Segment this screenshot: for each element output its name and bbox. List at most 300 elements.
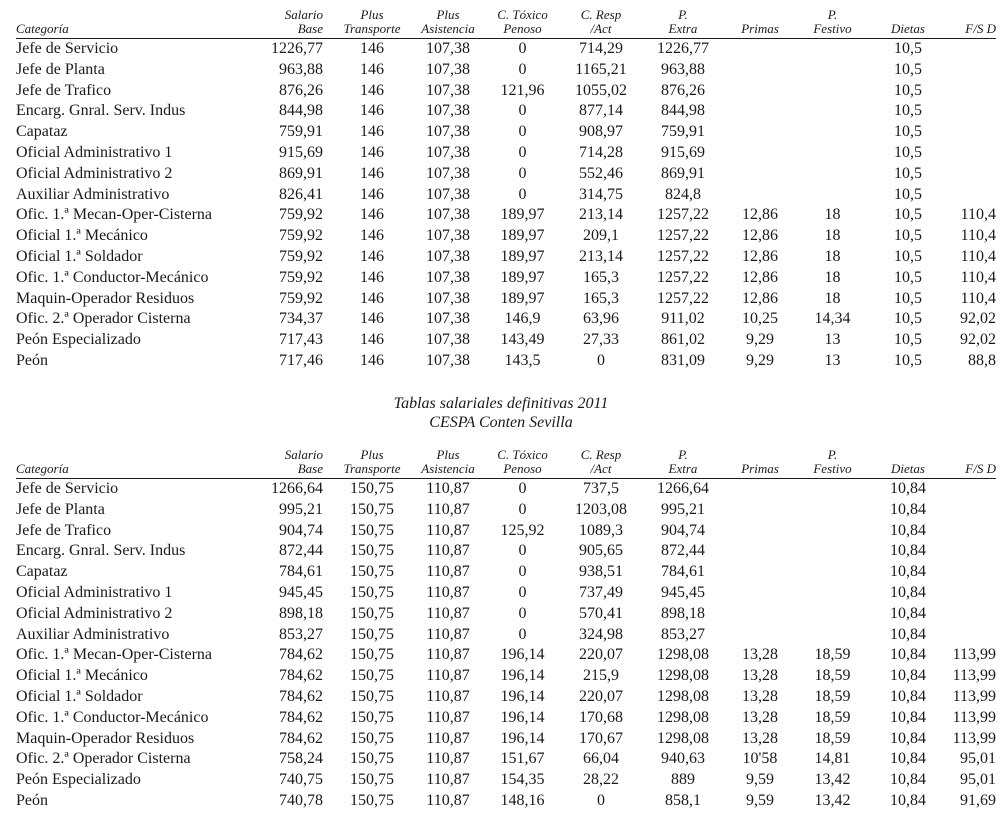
cell-p-extra: 1298,08 xyxy=(657,729,709,747)
header-categoria: Categoría xyxy=(16,8,241,39)
cell-plus-transporte: 150,75 xyxy=(350,480,394,497)
cell-dietas: 10,5 xyxy=(894,227,922,245)
cell-salario-base: 963,88 xyxy=(279,60,323,78)
cell-resp-act: 0 xyxy=(597,351,605,369)
cell-resp-act: 63,96 xyxy=(583,310,619,328)
cell-salario-base: 740,75 xyxy=(279,771,323,789)
cell-plus-transporte: 150,75 xyxy=(350,563,394,581)
cell-fsd: 113,99 xyxy=(952,687,996,705)
cell-toxico-penoso: 196,14 xyxy=(500,646,545,664)
cell-resp-act: 737,49 xyxy=(579,583,623,601)
cell-dietas: 10,84 xyxy=(890,625,926,643)
cell-salario-base: 844,98 xyxy=(279,102,323,120)
cell-toxico-penoso: 189,97 xyxy=(500,268,545,286)
cell-p-festivo: 18,59 xyxy=(814,687,851,705)
cell-resp-act: 27,33 xyxy=(583,331,619,349)
cell-categoria: Oficial 1.ª Soldador xyxy=(16,687,143,705)
caption-company: CESPA Conten Sevilla xyxy=(429,414,573,431)
cell-primas: 10'58 xyxy=(742,750,778,768)
cell-salario-base: 784,61 xyxy=(279,563,323,581)
cell-plus-transporte: 150,75 xyxy=(350,791,394,809)
cell-plus-asistencia: 110,87 xyxy=(426,542,470,560)
cell-fsd: 95,01 xyxy=(960,750,996,768)
cell-toxico-penoso: 196,14 xyxy=(500,667,545,685)
cell-p-festivo xyxy=(796,625,869,646)
header-fsd: F/S D xyxy=(947,8,996,39)
cell-toxico-penoso: 189,97 xyxy=(500,227,545,245)
cell-toxico-penoso: 0 xyxy=(518,563,527,581)
cell-dietas: 10,84 xyxy=(890,729,926,747)
cell-categoria: Capataz xyxy=(16,123,68,141)
cell-p-festivo: 13 xyxy=(824,331,841,349)
cell-plus-transporte: 146 xyxy=(360,351,384,369)
cell-fsd xyxy=(947,604,996,625)
cell-primas xyxy=(724,604,796,625)
table-row xyxy=(16,666,996,687)
cell-resp-act: 570,41 xyxy=(579,604,623,622)
cell-categoria: Ofic. 2.ª Operador Cisterna xyxy=(16,310,191,328)
table-body xyxy=(16,39,996,372)
cell-toxico-penoso: 0 xyxy=(518,625,527,643)
cell-primas: 9,59 xyxy=(746,791,774,809)
cell-categoria: Auxiliar Administrativo xyxy=(16,185,170,203)
cell-p-festivo xyxy=(796,60,869,81)
cell-plus-transporte: 150,75 xyxy=(350,750,394,768)
header-p-festivo: P. Festivo xyxy=(796,448,869,479)
cell-salario-base: 1226,77 xyxy=(271,40,323,57)
cell-plus-asistencia: 110,87 xyxy=(426,500,470,518)
cell-salario-base: 872,44 xyxy=(279,542,323,560)
cell-resp-act: 220,07 xyxy=(579,687,623,705)
cell-categoria: Jefe de Planta xyxy=(16,500,105,518)
cell-salario-base: 853,27 xyxy=(279,625,323,643)
cell-plus-asistencia: 107,38 xyxy=(426,164,470,182)
cell-dietas: 10,5 xyxy=(894,81,922,99)
cell-p-festivo xyxy=(796,541,869,562)
cell-salario-base: 758,24 xyxy=(279,750,323,768)
cell-fsd xyxy=(947,122,996,143)
cell-categoria: Ofic. 1.ª Mecan-Oper-Cisterna xyxy=(16,206,213,224)
header-toxico-penoso: C. Tóxico Penoso xyxy=(485,448,560,479)
cell-p-festivo: 18,59 xyxy=(814,667,851,685)
cell-p-extra: 995,21 xyxy=(661,500,705,518)
cell-plus-transporte: 146 xyxy=(360,206,384,224)
cell-dietas: 10,5 xyxy=(894,289,922,307)
cell-dietas: 10,84 xyxy=(890,667,926,685)
cell-p-festivo xyxy=(796,164,869,185)
table-row xyxy=(16,205,996,226)
cell-plus-transporte: 146 xyxy=(360,81,384,99)
cell-plus-asistencia: 110,87 xyxy=(426,480,470,497)
cell-fsd xyxy=(947,500,996,521)
cell-toxico-penoso: 0 xyxy=(518,583,527,601)
cell-dietas: 10,5 xyxy=(894,123,922,141)
cell-primas xyxy=(724,583,796,604)
cell-resp-act: 314,75 xyxy=(579,185,623,203)
cell-dietas: 10,84 xyxy=(890,542,926,560)
cell-dietas: 10,84 xyxy=(890,521,926,539)
cell-resp-act: 714,29 xyxy=(579,40,623,57)
cell-plus-asistencia: 107,38 xyxy=(426,247,470,265)
cell-primas xyxy=(724,500,796,521)
cell-p-extra: 1298,08 xyxy=(657,667,709,685)
cell-toxico-penoso: 151,67 xyxy=(500,750,545,768)
cell-plus-asistencia: 107,38 xyxy=(426,102,470,120)
cell-p-extra: 844,98 xyxy=(661,102,705,120)
cell-p-festivo xyxy=(796,562,869,583)
cell-p-extra: 872,44 xyxy=(661,542,705,560)
cell-resp-act: 324,98 xyxy=(579,625,623,643)
cell-p-extra: 904,74 xyxy=(661,521,705,539)
cell-p-festivo xyxy=(796,500,869,521)
table-row xyxy=(16,101,996,122)
cell-fsd xyxy=(947,583,996,604)
cell-p-festivo: 18 xyxy=(824,268,841,286)
cell-plus-transporte: 150,75 xyxy=(350,729,394,747)
cell-plus-asistencia: 110,87 xyxy=(426,604,470,622)
table-row xyxy=(16,625,996,646)
cell-toxico-penoso: 0 xyxy=(518,164,527,182)
cell-fsd xyxy=(947,164,996,185)
cell-p-extra: 853,27 xyxy=(661,625,705,643)
cell-primas: 13,28 xyxy=(742,708,778,726)
cell-categoria: Jefe de Trafico xyxy=(16,521,112,539)
header-plus-asistencia: Plus Asistencia xyxy=(411,8,485,39)
cell-p-festivo: 18 xyxy=(824,206,841,224)
cell-categoria: Capataz xyxy=(16,563,68,581)
cell-primas: 13,28 xyxy=(742,687,778,705)
cell-plus-asistencia: 110,87 xyxy=(426,729,470,747)
cell-plus-asistencia: 107,38 xyxy=(426,206,470,224)
cell-plus-asistencia: 107,38 xyxy=(426,227,470,245)
cell-fsd xyxy=(947,185,996,206)
cell-p-extra: 1257,22 xyxy=(657,247,709,265)
table-row xyxy=(16,309,996,330)
cell-p-festivo: 14,34 xyxy=(814,310,851,328)
table-row xyxy=(16,749,996,770)
cell-salario-base: 740,78 xyxy=(279,791,323,809)
cell-salario-base: 759,92 xyxy=(279,289,323,307)
header-dietas: Dietas xyxy=(869,448,947,479)
cell-salario-base: 1266,64 xyxy=(271,480,323,497)
cell-categoria: Jefe de Planta xyxy=(16,60,105,78)
cell-plus-asistencia: 107,38 xyxy=(426,351,470,369)
cell-p-festivo xyxy=(796,604,869,625)
cell-salario-base: 904,74 xyxy=(279,521,323,539)
header-toxico-penoso: C. Tóxico Penoso xyxy=(485,8,560,39)
table-row xyxy=(16,791,996,812)
cell-salario-base: 717,43 xyxy=(279,331,323,349)
cell-salario-base: 784,62 xyxy=(279,646,323,664)
cell-toxico-penoso: 143,5 xyxy=(504,351,541,369)
cell-plus-transporte: 150,75 xyxy=(350,542,394,560)
cell-salario-base: 915,69 xyxy=(279,143,323,161)
cell-p-festivo: 13,42 xyxy=(814,771,851,789)
table-body xyxy=(16,479,996,812)
cell-salario-base: 826,41 xyxy=(279,185,323,203)
cell-plus-asistencia: 107,38 xyxy=(426,40,470,57)
cell-categoria: Peón Especializado xyxy=(16,771,141,789)
cell-salario-base: 717,46 xyxy=(279,351,323,369)
cell-fsd: 113,99 xyxy=(952,646,996,664)
cell-p-festivo: 18,59 xyxy=(814,708,851,726)
cell-p-extra: 861,02 xyxy=(661,331,705,349)
cell-plus-transporte: 150,75 xyxy=(350,687,394,705)
cell-resp-act: 905,65 xyxy=(579,542,623,560)
cell-p-festivo xyxy=(796,185,869,206)
cell-salario-base: 759,92 xyxy=(279,227,323,245)
table-row xyxy=(16,604,996,625)
cell-dietas: 10,84 xyxy=(890,791,926,809)
cell-plus-asistencia: 110,87 xyxy=(426,521,470,539)
cell-p-festivo: 13 xyxy=(824,351,841,369)
cell-p-festivo: 18 xyxy=(824,289,841,307)
cell-plus-asistencia: 110,87 xyxy=(426,687,470,705)
cell-p-festivo xyxy=(796,81,869,102)
cell-p-extra: 759,91 xyxy=(661,123,705,141)
cell-fsd: 110,4 xyxy=(960,227,996,245)
cell-p-festivo: 14,81 xyxy=(814,750,851,768)
cell-p-extra: 1266,64 xyxy=(657,480,709,497)
cell-resp-act: 165,3 xyxy=(583,268,619,286)
cell-categoria: Jefe de Servicio xyxy=(16,40,119,57)
table-row xyxy=(16,247,996,268)
cell-fsd: 95,01 xyxy=(960,771,996,789)
cell-primas: 9,29 xyxy=(746,351,774,369)
cell-primas: 12,86 xyxy=(742,268,778,286)
cell-resp-act: 66,04 xyxy=(583,750,619,768)
cell-fsd xyxy=(947,541,996,562)
cell-p-extra: 831,09 xyxy=(661,351,705,369)
cell-toxico-penoso: 196,14 xyxy=(500,729,545,747)
cell-p-festivo xyxy=(796,583,869,604)
cell-toxico-penoso: 154,35 xyxy=(500,771,545,789)
cell-resp-act: 1165,21 xyxy=(575,60,627,78)
cell-plus-asistencia: 107,38 xyxy=(426,143,470,161)
cell-fsd: 92,02 xyxy=(960,310,996,328)
cell-toxico-penoso: 0 xyxy=(518,604,527,622)
cell-categoria: Maquin-Operador Residuos xyxy=(16,289,195,307)
cell-salario-base: 876,26 xyxy=(279,81,323,99)
cell-toxico-penoso: 143,49 xyxy=(500,331,545,349)
cell-p-extra: 963,88 xyxy=(661,60,705,78)
cell-resp-act: 170,68 xyxy=(579,708,623,726)
table-row xyxy=(16,500,996,521)
cell-toxico-penoso: 0 xyxy=(518,185,527,203)
cell-plus-transporte: 150,75 xyxy=(350,625,394,643)
cell-dietas: 10,84 xyxy=(890,563,926,581)
cell-plus-asistencia: 107,38 xyxy=(426,185,470,203)
cell-dietas: 10,84 xyxy=(890,708,926,726)
cell-categoria: Peón xyxy=(16,791,48,809)
header-plus-transporte: Plus Transporte xyxy=(333,448,411,479)
cell-p-festivo xyxy=(796,122,869,143)
header-p-extra: P. Extra xyxy=(642,8,724,39)
cell-primas xyxy=(724,81,796,102)
cell-salario-base: 945,45 xyxy=(279,583,323,601)
salary-table-2 xyxy=(16,448,996,812)
header-primas: Primas xyxy=(724,448,796,479)
cell-plus-transporte: 150,75 xyxy=(350,646,394,664)
table-row xyxy=(16,39,996,60)
cell-p-festivo: 18 xyxy=(824,247,841,265)
cell-resp-act: 220,07 xyxy=(579,646,623,664)
cell-plus-asistencia: 107,38 xyxy=(426,331,470,349)
cell-p-extra: 824,8 xyxy=(665,185,701,203)
cell-plus-transporte: 146 xyxy=(360,123,384,141)
cell-categoria: Ofic. 1.ª Conductor-Mecánico xyxy=(16,708,209,726)
cell-categoria: Encarg. Gnral. Serv. Indus xyxy=(16,102,186,120)
table-row xyxy=(16,60,996,81)
cell-primas xyxy=(724,521,796,542)
cell-fsd xyxy=(947,562,996,583)
caption-title: Tablas salariales definitivas 2011 xyxy=(393,395,609,412)
cell-salario-base: 869,91 xyxy=(279,164,323,182)
cell-p-extra: 898,18 xyxy=(661,604,705,622)
cell-salario-base: 759,92 xyxy=(279,268,323,286)
cell-primas xyxy=(724,122,796,143)
cell-resp-act: 714,28 xyxy=(579,143,623,161)
cell-primas: 9,59 xyxy=(746,771,774,789)
cell-primas xyxy=(724,625,796,646)
table-row xyxy=(16,708,996,729)
cell-p-extra: 1257,22 xyxy=(657,227,709,245)
cell-categoria: Jefe de Servicio xyxy=(16,480,119,497)
cell-primas xyxy=(724,541,796,562)
cell-resp-act: 213,14 xyxy=(579,206,623,224)
cell-dietas: 10,5 xyxy=(894,185,922,203)
cell-salario-base: 759,91 xyxy=(279,123,323,141)
cell-plus-transporte: 146 xyxy=(360,227,384,245)
cell-categoria: Oficial 1.ª Mecánico xyxy=(16,227,148,245)
cell-fsd: 110,4 xyxy=(960,268,996,286)
cell-plus-asistencia: 110,87 xyxy=(426,646,470,664)
cell-p-festivo xyxy=(796,143,869,164)
table-row xyxy=(16,521,996,542)
cell-toxico-penoso: 121,96 xyxy=(500,81,545,99)
cell-plus-transporte: 150,75 xyxy=(350,604,394,622)
cell-resp-act: 737,5 xyxy=(583,480,619,497)
cell-plus-transporte: 146 xyxy=(360,60,384,78)
cell-plus-asistencia: 107,38 xyxy=(426,268,470,286)
cell-toxico-penoso: 146,9 xyxy=(504,310,541,328)
cell-plus-transporte: 146 xyxy=(360,247,384,265)
cell-p-extra: 1298,08 xyxy=(657,687,709,705)
cell-plus-transporte: 150,75 xyxy=(350,521,394,539)
table-row xyxy=(16,562,996,583)
table-row xyxy=(16,687,996,708)
cell-primas: 12,86 xyxy=(742,206,778,224)
cell-toxico-penoso: 189,97 xyxy=(500,247,545,265)
cell-plus-transporte: 146 xyxy=(360,143,384,161)
cell-categoria: Jefe de Trafico xyxy=(16,81,112,99)
cell-primas xyxy=(724,185,796,206)
cell-dietas: 10,84 xyxy=(890,687,926,705)
table-header xyxy=(16,448,996,479)
cell-fsd xyxy=(947,625,996,646)
cell-resp-act: 215,9 xyxy=(583,667,619,685)
cell-plus-asistencia: 107,38 xyxy=(426,60,470,78)
cell-primas: 13,28 xyxy=(742,729,778,747)
table-row xyxy=(16,143,996,164)
cell-resp-act: 213,14 xyxy=(579,247,623,265)
header-resp-act: C. Resp /Act xyxy=(560,448,642,479)
cell-plus-transporte: 150,75 xyxy=(350,708,394,726)
cell-toxico-penoso: 189,97 xyxy=(500,206,545,224)
cell-salario-base: 734,37 xyxy=(279,310,323,328)
cell-fsd: 110,4 xyxy=(960,289,996,307)
header-categoria: Categoría xyxy=(16,448,241,479)
cell-plus-asistencia: 110,87 xyxy=(426,667,470,685)
cell-p-festivo: 18,59 xyxy=(814,646,851,664)
cell-toxico-penoso: 125,92 xyxy=(500,521,545,539)
header-resp-act: C. Resp /Act xyxy=(560,8,642,39)
cell-categoria: Oficial 1.ª Soldador xyxy=(16,247,143,265)
cell-dietas: 10,5 xyxy=(894,351,922,369)
cell-categoria: Oficial Administrativo 2 xyxy=(16,604,173,622)
cell-plus-asistencia: 107,38 xyxy=(426,310,470,328)
cell-p-festivo xyxy=(796,39,869,60)
cell-dietas: 10,84 xyxy=(890,604,926,622)
cell-plus-asistencia: 110,87 xyxy=(426,708,470,726)
cell-p-extra: 911,02 xyxy=(661,310,705,328)
cell-dietas: 10,5 xyxy=(894,164,922,182)
cell-dietas: 10,84 xyxy=(890,750,926,768)
cell-salario-base: 784,62 xyxy=(279,687,323,705)
cell-fsd xyxy=(947,39,996,60)
cell-fsd: 91,69 xyxy=(960,791,996,809)
cell-resp-act: 908,97 xyxy=(579,123,623,141)
cell-dietas: 10,5 xyxy=(894,102,922,120)
cell-p-extra: 784,61 xyxy=(661,563,705,581)
cell-toxico-penoso: 0 xyxy=(518,143,527,161)
cell-plus-transporte: 146 xyxy=(360,102,384,120)
cell-resp-act: 165,3 xyxy=(583,289,619,307)
cell-fsd: 110,4 xyxy=(960,206,996,224)
cell-dietas: 10,5 xyxy=(894,40,922,57)
cell-salario-base: 784,62 xyxy=(279,729,323,747)
cell-categoria: Ofic. 1.ª Conductor-Mecánico xyxy=(16,268,209,286)
cell-salario-base: 898,18 xyxy=(279,604,323,622)
cell-plus-transporte: 150,75 xyxy=(350,667,394,685)
table-row xyxy=(16,541,996,562)
cell-p-extra: 1257,22 xyxy=(657,289,709,307)
header-p-extra: P. Extra xyxy=(642,448,724,479)
header-fsd: F/S D xyxy=(947,448,996,479)
cell-dietas: 10,84 xyxy=(890,480,926,497)
cell-resp-act: 1055,02 xyxy=(575,81,627,99)
cell-p-extra: 945,45 xyxy=(661,583,705,601)
cell-categoria: Ofic. 2.ª Operador Cisterna xyxy=(16,750,191,768)
cell-primas: 9,29 xyxy=(746,331,774,349)
cell-resp-act: 209,1 xyxy=(583,227,619,245)
cell-p-extra: 1226,77 xyxy=(657,40,709,57)
cell-p-extra: 915,69 xyxy=(661,143,705,161)
cell-categoria: Oficial Administrativo 1 xyxy=(16,583,173,601)
table-row xyxy=(16,351,996,372)
cell-primas xyxy=(724,143,796,164)
header-salario-base: Salario Base xyxy=(241,448,333,479)
cell-p-extra: 876,26 xyxy=(661,81,705,99)
cell-dietas: 10,5 xyxy=(894,247,922,265)
cell-toxico-penoso: 196,14 xyxy=(500,708,545,726)
cell-toxico-penoso: 0 xyxy=(518,60,527,78)
cell-plus-transporte: 146 xyxy=(360,40,384,57)
cell-plus-asistencia: 110,87 xyxy=(426,750,470,768)
cell-plus-asistencia: 110,87 xyxy=(426,791,470,809)
cell-primas xyxy=(724,60,796,81)
cell-primas xyxy=(724,479,796,500)
